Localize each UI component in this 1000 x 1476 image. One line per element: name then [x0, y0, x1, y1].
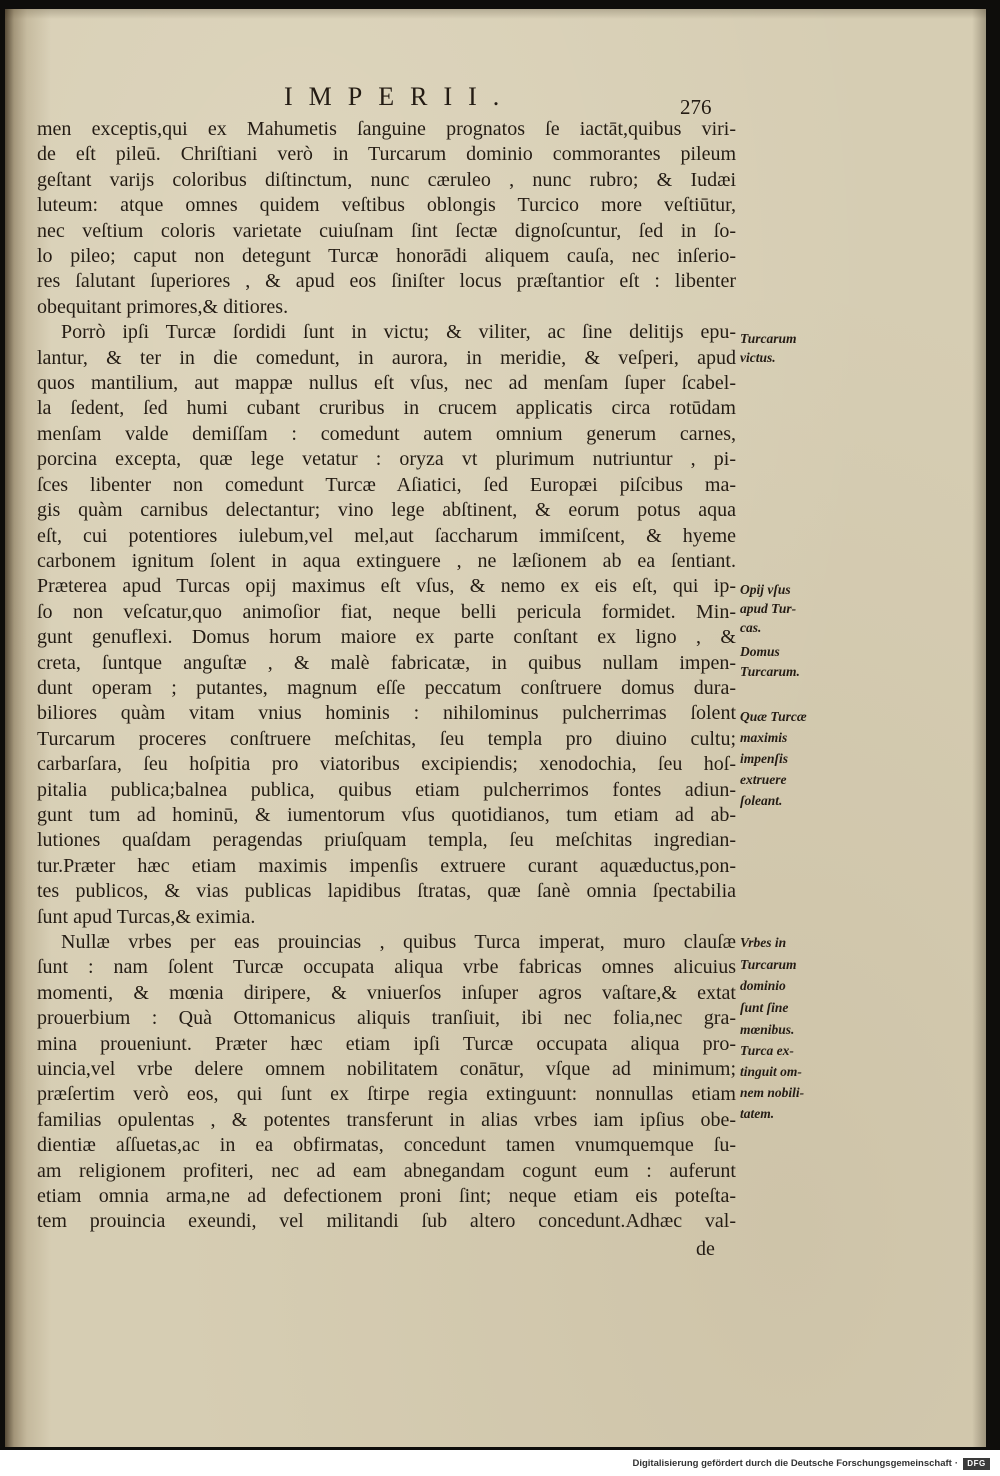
- footer-credit: [632, 1458, 958, 1470]
- text-line: de eſt pileū. Chriſtiani verò in Turcarum dominio commorantes pileum: [37, 143, 736, 166]
- footer-credit-text: Digitalisierung gefördert durch die Deutsche Forschungsgemeinschaft: [632, 1458, 952, 1469]
- marginal-note: [740, 706, 830, 811]
- marginal-note-line: cas.: [740, 620, 762, 635]
- text-line: biliores quàm vitam vnius hominis : nihilominus pulcherrimas ſolent: [37, 702, 736, 725]
- text-line: tes publicos, & vias publicas lapidibus ſtratas, quæ ſanè omnia ſpectabilia: [37, 880, 736, 903]
- text-line: momenti, & mœnia diripere, & vniuerſos inſuper agros vaſtare,& extat: [37, 981, 736, 1004]
- text-line: carbarſara, ſeu hoſpitia pro viatoribus excipiendis; xenodochia, ſeu hoſ-: [37, 753, 736, 776]
- text-line: Nullæ vrbes per eas prouincias , quibus Turca imperat, muro clauſæ: [61, 931, 736, 953]
- text-line: creta, ſuntque anguſtæ , & malè fabricatæ, in quibus nullam impen-: [37, 651, 736, 674]
- text-line: menſam valde demiſſam : comedunt autem omnium generum carnes,: [37, 422, 736, 445]
- text-line: ſo non veſcatur,quo animoſior fiat, neque belli pericula formidet. Min-: [37, 600, 736, 623]
- text-line: uincia,vel vrbe delere omnem nobilitatem conātur, vſque ad minimum;: [37, 1058, 736, 1081]
- marginal-note: [740, 580, 830, 637]
- text-line: am religionem profiteri, nec ad eam abnegandam cogunt eum : auferunt: [37, 1159, 736, 1182]
- text-line: gunt genuflexi. Domus horum maiore ex parte conſtant ex ligno , &: [37, 626, 736, 649]
- text-line: nec veſtium coloris varietate cuiuſnam ſint ſectæ dignoſcuntur, ſed in ſo-: [37, 219, 736, 242]
- text-line: præſertim verò eos, qui ſunt ex ſtirpe regia extinguunt: nonnullas etiam: [37, 1083, 736, 1106]
- text-line: tur.Præter hæc etiam maximis impenſis extruere curant aquæductus,pon-: [37, 854, 736, 877]
- marginal-note-line: Opij vſus: [740, 582, 791, 597]
- text-line: ſunt apud Turcas,& eximia.: [37, 905, 256, 928]
- marginal-note-line: tinguit om-: [740, 1064, 802, 1079]
- marginal-note-line: Turcarum.: [740, 664, 800, 679]
- marginal-note-line: ſunt ſine: [740, 1000, 789, 1016]
- text-line: prouerbium : Quà Ottomanicus aliquis tranſiuit, ibi nec folia,nec gra-: [37, 1007, 736, 1030]
- text-line: Præterea apud Turcas opij maximus eſt vſus, & nemo ex eis eſt, qui ip-: [37, 575, 736, 598]
- text-line: res ſalutant ſuperiores , & apud eos ſiniſter locus præſtantior eſt : libenter: [37, 270, 736, 293]
- text-line: tem prouincia exeundi, vel militandi ſub altero concedunt.Adhæc val-: [37, 1210, 736, 1233]
- marginal-note: [740, 642, 830, 682]
- marginal-note-line: Turcarum: [740, 331, 797, 346]
- marginal-note-line: Domus: [740, 644, 780, 659]
- marginal-note-line: victus.: [740, 350, 776, 365]
- text-line: dunt operam ; putantes, magnum eſſe peccatum conſtruere domus dura-: [37, 676, 736, 699]
- text-block: [37, 117, 736, 1235]
- running-head: IMPERII.: [284, 82, 516, 111]
- text-line: quos mantilium, aut mappæ nullus eſt vſus, nec ad menſam ſuper ſcabel-: [37, 372, 736, 395]
- text-line: men exceptis,qui ex Mahumetis ſanguine prognatos ſe iactāt,quibus viri-: [37, 118, 736, 140]
- text-line: mina proueniunt. Præter hæc etiam ipſi Turcæ occupata aliqua pro-: [37, 1032, 736, 1055]
- marginal-note-line: Turcarum: [740, 956, 797, 972]
- marginal-note-line: Turca ex-: [740, 1043, 794, 1058]
- marginal-note-line: nem nobili-: [740, 1085, 805, 1100]
- text-line: Porrò ipſi Turcæ ſordidi ſunt in victu; & viliter, ac ſine delitijs epu-: [61, 321, 736, 344]
- text-line: eſt, cui potentiores iulebum,vel mel,aut ſaccharum immiſcent, & hyeme: [37, 524, 736, 547]
- marginal-note-line: Quæ Turcæ: [740, 709, 807, 724]
- dfg-logo: DFG: [963, 1458, 990, 1470]
- marginal-note-line: extruere: [740, 772, 787, 787]
- catchword: de: [696, 1238, 715, 1260]
- footer-bar: [0, 1450, 1000, 1476]
- text-line: geſtant varijs coloribus diſtinctum, nunc cæruleo , nunc rubro; & Iudæi: [37, 168, 736, 191]
- marginal-note-line: ſoleant.: [740, 793, 783, 808]
- text-line: luteum: atque omnes quidem veſtibus oblongis Turcico more veſtiūtur,: [37, 194, 736, 217]
- marginal-note-line: mœnibus.: [740, 1021, 795, 1037]
- marginal-note-line: impenſis: [740, 751, 789, 766]
- text-line: porcina excepta, quæ lege vetatur : oryza vt plurimum nutriuntur , pi-: [37, 448, 736, 471]
- text-line: pitalia publica;balnea publica, quibus etiam pulcherrimos fontes adiun-: [37, 778, 736, 801]
- marginal-note-line: apud Tur-: [740, 601, 797, 616]
- footer-separator: ·: [954, 1458, 958, 1469]
- text-line: dientiæ aſſuetas,ac in ea obfirmatas, concedunt tamen vnumquemque ſu-: [37, 1134, 736, 1157]
- text-line: obequitant primores,& ditiores.: [37, 295, 289, 318]
- text-line: la ſedent, ſed humi cubant cruribus in crucem applicatis circa rotūdam: [37, 397, 736, 420]
- text-line: ſces libenter non comedunt Turcæ Aſiatici, ſed Europæi piſcibus ma-: [37, 473, 736, 496]
- text-line: familias opulentas , & potentes transferunt in alias vrbes iam ipſius obe-: [37, 1108, 736, 1131]
- marginal-note-line: maximis: [740, 730, 788, 745]
- text-line: etiam omnia arma,ne ad defectionem proni ſint; neque etiam eis poteſta-: [37, 1185, 736, 1208]
- page-number: 276: [680, 95, 712, 119]
- marginal-note: [740, 1040, 830, 1124]
- text-line: gunt tum ad hominū, & iumentorum vſus quotidianos, tum etiam ad ab-: [37, 803, 736, 826]
- marginal-note: [740, 932, 830, 1041]
- text-line: gis quàm carnibus delectantur; vino lege abſtinent, & eorum potus aqua: [37, 499, 736, 522]
- text-line: lantur, & ter in die comedunt, in aurora, in meridie, & veſperi, apud: [37, 346, 736, 369]
- text-line: ſunt : nam ſolent Turcæ occupata aliqua vrbe fabricas omnes alicuius: [37, 956, 736, 979]
- marginal-note-line: dominio: [740, 978, 786, 994]
- marginal-note: [740, 329, 830, 367]
- text-line: Turcarum proceres conſtruere meſchitas, ſeu templa pro diuino cultu;: [37, 727, 736, 750]
- text-line: lo pileo; caput non detegunt Turcæ honorādi aliquem cauſa, nec inſerio-: [37, 245, 736, 268]
- text-line: carbonem ignitum ſolent in aqua extinguere , ne læſionem ab ea ſentiant.: [37, 549, 736, 572]
- marginal-note-line: tatem.: [740, 1106, 775, 1121]
- text-line: lutiones quaſdam peragendas priuſquam templa, ſeu meſchitas ingredian-: [37, 829, 736, 852]
- marginal-note-line: Vrbes in: [740, 935, 787, 950]
